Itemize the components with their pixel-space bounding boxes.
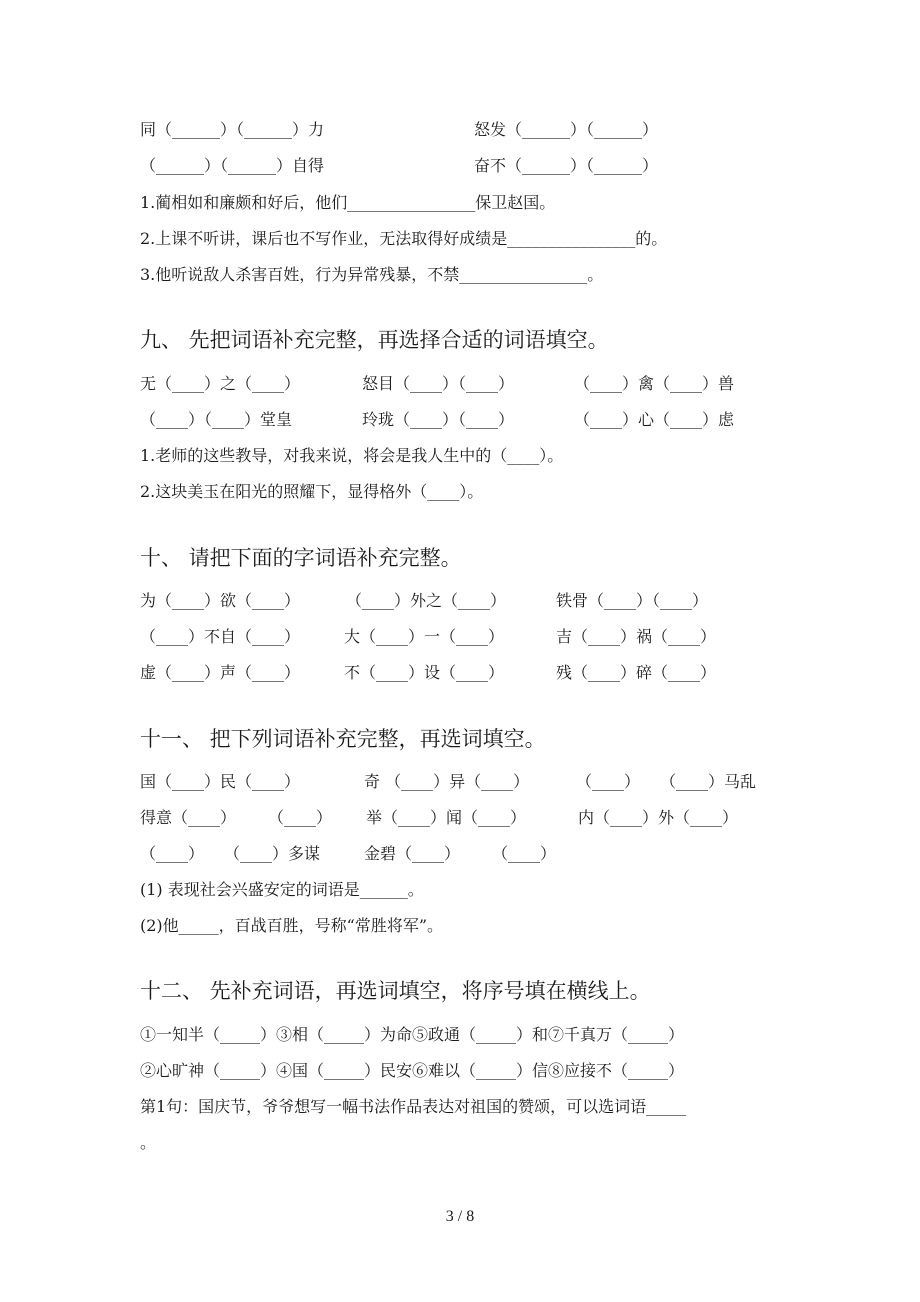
- idiom-fill: （____）: [140, 844, 205, 863]
- page-number: 3 / 8: [445, 1208, 475, 1225]
- fill-sentence: (2)他_____，百战百胜，号称“常胜将军”。: [140, 916, 444, 935]
- idiom-fill: 同（______）（______）力: [140, 120, 325, 139]
- idiom-fill: （____）外之（____）: [346, 591, 507, 610]
- idiom-fill: 金碧（____）: [364, 844, 461, 863]
- idiom-fill: 得意（____）: [140, 808, 237, 827]
- idiom-row: [140, 120, 760, 140]
- idiom-fill: 内（____）外（____）: [578, 808, 739, 827]
- idiom-fill: （______）（______）自得: [140, 156, 325, 175]
- idiom-row: ②心旷神（_____）④国（_____）民安⑥难以（_____）信⑧应接不（_____）: [140, 1061, 685, 1080]
- idiom-fill: 吉（____）祸（____）: [556, 627, 717, 646]
- fill-sentence: 3.他听说敌人杀害百姓，行为异常残暴，不禁________________。: [140, 265, 604, 284]
- idiom-row: [140, 844, 560, 864]
- idiom-fill: 大（____）一（____）: [344, 627, 505, 646]
- idiom-fill: （____）: [268, 808, 333, 827]
- idiom-fill: 虚（____）声（____）: [140, 663, 301, 682]
- idiom-row: [140, 410, 760, 430]
- idiom-row: [140, 374, 760, 394]
- idiom-fill: 为（____）欲（____）: [140, 591, 301, 610]
- idiom-fill: 不（____）设（____）: [344, 663, 505, 682]
- fill-sentence: 2.这块美玉在阳光的照耀下，显得格外（____）。: [140, 482, 484, 501]
- idiom-row: [140, 156, 760, 176]
- idiom-fill: 奋不（______）（______）: [474, 156, 659, 175]
- idiom-fill: 举（____）闻（____）: [366, 808, 527, 827]
- fill-sentence: 第1句：国庆节，爷爷想写一幅书法作品表达对祖国的赞颂，可以选词语_____: [140, 1097, 687, 1116]
- idiom-fill: （____）: [576, 772, 641, 791]
- section-heading: 九、 先把词语补充完整，再选择合适的词语填空。: [140, 328, 609, 352]
- fill-sentence: (1) 表现社会兴盛安定的词语是______。: [140, 880, 424, 899]
- idiom-fill: 国（____）民（____）: [140, 772, 301, 791]
- fill-sentence: 2.上课不听讲，课后也不写作业，无法取得好成绩是________________的。: [140, 229, 668, 248]
- idiom-fill: 无（____）之（____）: [140, 374, 301, 393]
- idiom-row: [140, 808, 760, 828]
- idiom-fill: 玲珑（____）（____）: [362, 410, 515, 429]
- section-heading: 十二、 先补充词语，再选词填空，将序号填在横线上。: [140, 979, 651, 1003]
- fill-sentence: 1.老师的这些教导，对我来说，将会是我人生中的（____）。: [140, 446, 564, 465]
- idiom-fill: （____）不自（____）: [140, 627, 301, 646]
- idiom-row: [140, 663, 760, 683]
- idiom-fill: 怒目（____）（____）: [362, 374, 515, 393]
- idiom-fill: （____）多谋: [224, 844, 321, 863]
- idiom-fill: （____）禽（____）兽: [574, 374, 735, 393]
- idiom-fill: （____）心（____）虑: [574, 410, 735, 429]
- idiom-fill: （____）: [492, 844, 557, 863]
- idiom-row: [140, 591, 760, 611]
- idiom-fill: 铁骨（____）（____）: [556, 591, 709, 610]
- section-heading: 十一、 把下列词语补充完整，再选词填空。: [140, 727, 546, 751]
- idiom-fill: （____）（____）堂皇: [140, 410, 293, 429]
- idiom-fill: （____）马乱: [660, 772, 757, 791]
- idiom-row: [140, 772, 765, 792]
- idiom-fill: 残（____）碎（____）: [556, 663, 717, 682]
- idiom-row: ①一知半（_____）③相（_____）为命⑤政通（_____）和⑦千真万（_____）: [140, 1025, 685, 1044]
- idiom-fill: 怒发（______）（______）: [474, 120, 659, 139]
- idiom-fill: 奇 （____）异（____）: [364, 772, 530, 791]
- fill-sentence: 1.蔺相如和廉颇和好后，他们________________保卫赵国。: [140, 193, 556, 212]
- fill-sentence-end: 。: [140, 1133, 157, 1152]
- section-heading: 十、 请把下面的字词语补充完整。: [140, 546, 462, 570]
- idiom-row: [140, 627, 760, 647]
